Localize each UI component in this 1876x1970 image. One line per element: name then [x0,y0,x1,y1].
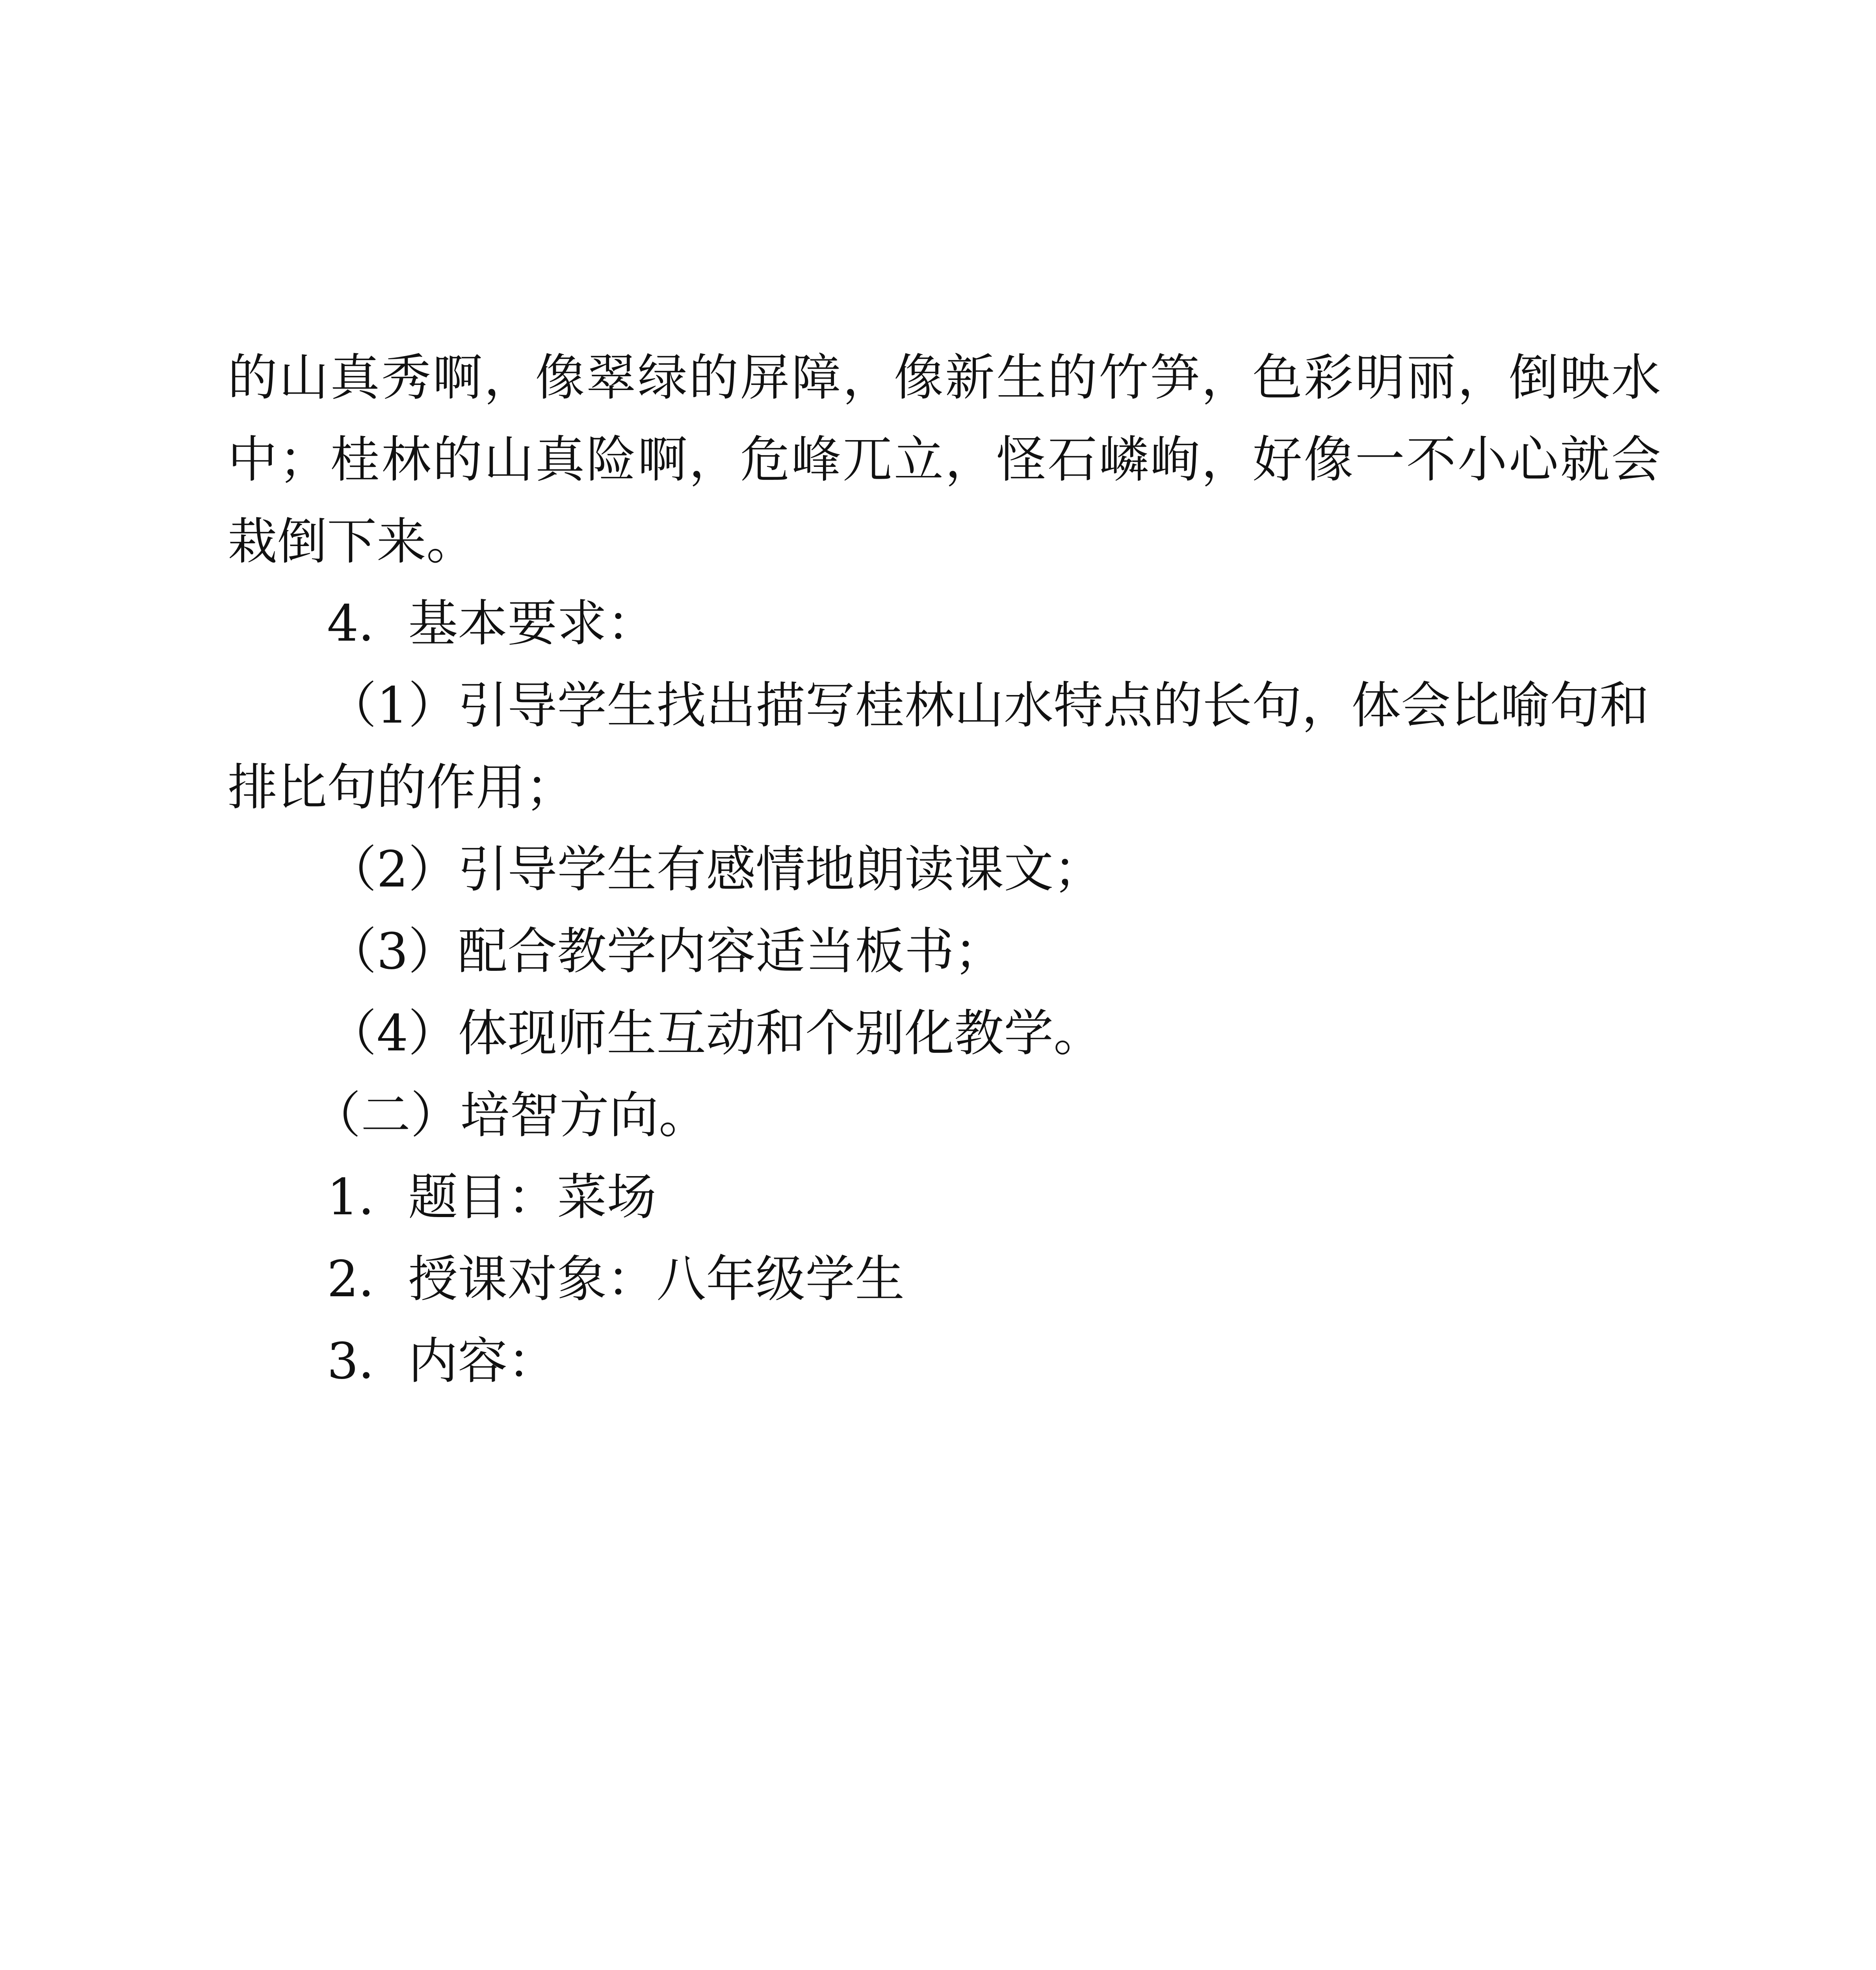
list-item: （3）配合教学内容适当板书； [327,922,1004,980]
list-item: （1）引导学生找出描写桂林山水特点的长句，体会比喻句和 [327,676,1649,734]
list-item: 1．题目：菜场 [327,1168,657,1226]
list-item: 3．内容： [327,1332,557,1390]
list-item: （2）引导学生有感情地朗读课文； [327,840,1103,898]
list-item: （4）体现师生互动和个别化教学。 [327,1004,1103,1062]
list-item-continuation: 排比句的作用； [228,758,575,816]
paragraph-line: 中；桂林的山真险啊，危峰兀立，怪石嶙峋，好像一不小心就会 [228,431,1662,489]
paragraph-line: 栽倒下来。 [228,513,476,571]
paragraph-line: 的山真秀啊，像翠绿的屏障，像新生的竹笋，色彩明丽，倒映水 [228,349,1662,407]
list-item: 2．授课对象：八年级学生 [327,1250,905,1308]
section-heading: （二）培智方向。 [311,1086,708,1144]
document-body [228,337,1662,1402]
section-heading: 4．基本要求： [327,595,657,652]
